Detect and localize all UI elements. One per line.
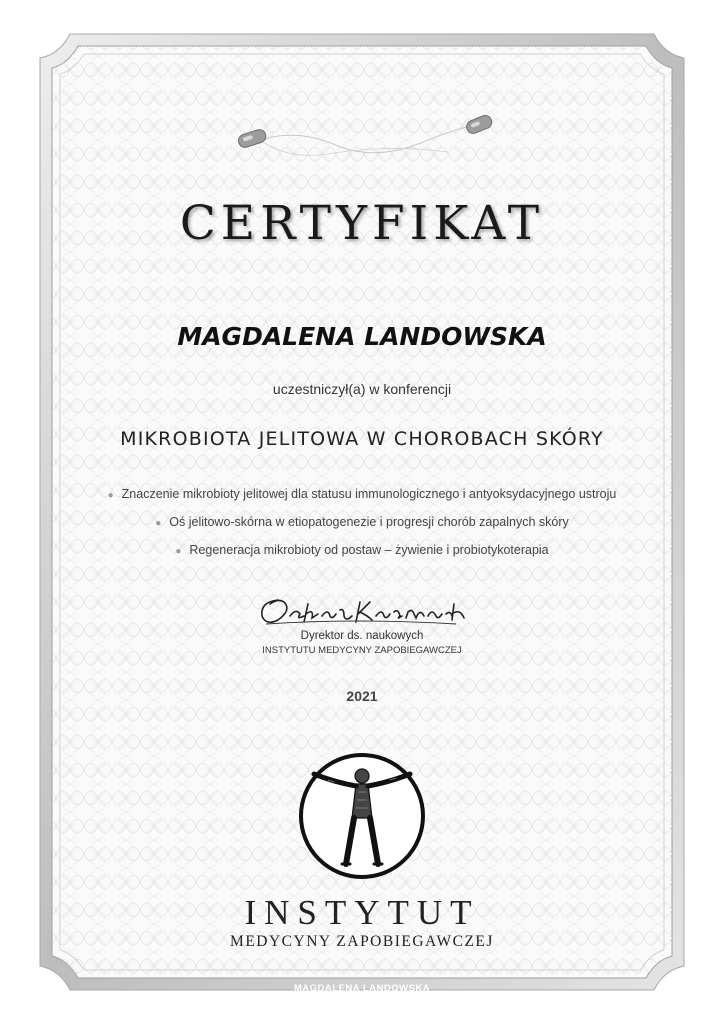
signature-icon: [256, 594, 468, 630]
recipient-name: MAGDALENA LANDOWSKA: [177, 322, 547, 351]
signatory-institution: INSTYTUTU MEDYCYNY ZAPOBIEGAWCZEJ: [262, 645, 462, 656]
certificate-title: CERTYFIKAT: [179, 196, 545, 251]
conference-title: MIKROBIOTA JELITOWA W CHOROBACH SKÓRY: [120, 428, 604, 450]
topic-item: ● Regeneracja mikrobioty od postaw – żywienie i probiotykoterapia: [0, 543, 724, 559]
topic-item: ● Oś jelitowo-skórna w etiopatogenezie i progresji chorób zapalnych skóry: [0, 515, 724, 531]
vitruvian-man-icon: [298, 752, 426, 880]
participation-text: uczestniczył(a) w konferencji: [272, 381, 452, 397]
institute-name: INSTYTUT: [244, 893, 480, 932]
certificate-year: 2021: [346, 688, 378, 704]
topic-item: ● Znaczenie mikrobioty jelitowej dla statusu immunologicznego i antyoksydacyjnego ustroju: [0, 487, 724, 503]
signatory-role: Dyrektor ds. naukowych: [300, 630, 424, 642]
footer-recipient: MAGDALENA LANDOWSKA: [293, 983, 431, 994]
bacterium-right-icon: [465, 114, 494, 136]
institute-subtitle: MEDYCYNY ZAPOBIEGAWCZEJ: [230, 933, 494, 950]
topics-list: [0, 487, 724, 571]
bacterium-left-icon: [237, 128, 268, 149]
bacteria-illustration: [228, 110, 496, 170]
